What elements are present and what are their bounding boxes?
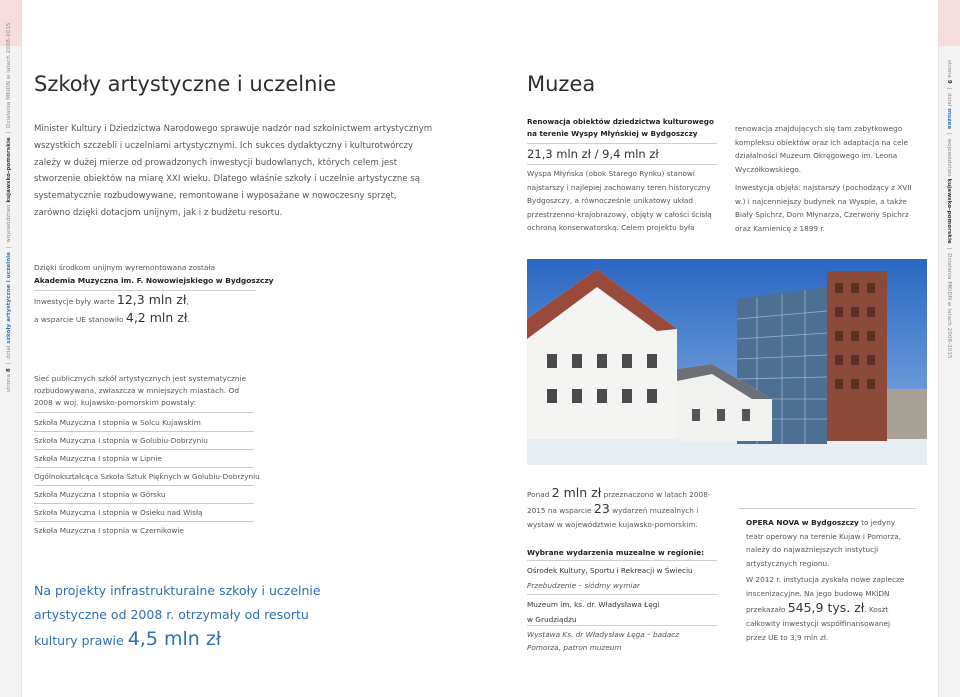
- events-count: 23: [593, 501, 610, 516]
- list-item: Szkoła Muzyczna I stopnia w Solcu Kujawskim: [34, 418, 201, 427]
- list-divider: [34, 412, 254, 413]
- list-item: Szkoła Muzyczna I stopnia w Osieku nad Wisłą: [34, 508, 203, 517]
- events-heading: Wybrane wydarzenia muzealne w regionie:: [527, 548, 705, 557]
- investment-value: 12,3 mln zł: [116, 292, 187, 307]
- left-sidebar-text: strona 8 | dział szkoły artystyczne i uczelnie | województwo kujawsko-pomorskie | Działania MKiDN w latach 2008-2015: [6, 22, 12, 392]
- list-divider: [34, 449, 254, 450]
- summary-quote: [34, 579, 354, 653]
- list-item: Szkoła Muzyczna I stopnia w Górsku: [34, 490, 166, 499]
- divider: [527, 625, 717, 626]
- academy-block: [34, 262, 274, 287]
- eu-label: a wsparcie UE stanowiło: [34, 315, 124, 324]
- renovation-amount: 21,3 mln zł / 9,4 mln zł: [527, 147, 659, 161]
- opera-paragraph: OPERA NOVA w Bydgoszczy to jedyny teatr operowy na terenie Kujaw i Pomorza, należy do najważniejszych instytucji artystycznych regionu.: [746, 518, 902, 568]
- museums-title: Muzea: [527, 72, 596, 96]
- investment-label: Inwestycje były warte: [34, 297, 115, 306]
- event1-title: Przebudzenie – siódmy wymiar: [527, 581, 640, 590]
- renovation-text: Wyspa Młyńska (obok Starego Rynku) stanowi najstarszy i najlepiej zachowany teren historyczny Bydgoszczy, a równocześnie unikatowy układ przestrzenno-krajobrazowy, objęty w całości ścisłą ochroną konserwatorską. Celem projektu była: [527, 169, 712, 232]
- page-title: Szkoły artystyczne i uczelnie: [34, 72, 337, 96]
- intro-paragraph: Minister Kultury i Dziedzictwa Narodowego sprawuje nadzór nad szkolnictwem artystycznym wszystkich szczebli i uczelniami artystycznymi. Ich sukces dydaktyczny i kulturotwórczy zależy w dużej mierze od prowadzonych inwestycji budowlanych, których celem jest stworzenie obiektów na miarę XXI wieku. Dlatego właśnie szkoły i uczelnie artystyczne są systematycznie rozbudowywane, remontowane i wyposażane w nowoczesny sprzęt, zarówno dzięki dotacjom unijnym, jak i z budżetu resortu.: [34, 124, 433, 218]
- list-divider: [34, 485, 254, 486]
- opera-investment: W 2012 r. instytucja zyskała nowe zaplecze inscenizacyjne. Na jego budowę MKiDN przekazało 545,9 tys. zł. Koszt całkowity inwestycji współfinansowanej przez UE to 3,9 mln zł.: [746, 575, 905, 642]
- academy-name: Akademia Muzyczna im. F. Nowowiejskiego w Bydgoszczy: [34, 276, 274, 285]
- event1-organizer: Ośrodek Kultury, Sportu i Rekreacji w Świeciu: [527, 566, 693, 575]
- opera-value: 545,9 tys. zł: [787, 600, 865, 615]
- list-item: Szkoła Muzyczna I stopnia w Golubiu-Dobrzyniu: [34, 436, 208, 445]
- divider: [527, 143, 717, 144]
- divider: [738, 508, 916, 509]
- summary-line: kultury prawie: [34, 633, 124, 648]
- eu-line: a wsparcie UE stanowiło 4,2 mln zł.: [34, 310, 190, 325]
- renovation-scope: Inwestycja objęła: najstarszy (pochodzący z XVII w.) i najcenniejszy budynek na Wyspie, a także Biały Spichrz, Dom Młynarza, Czerwony Spichrz oraz Kamienicę z 1899 r.: [735, 183, 912, 233]
- list-divider: [34, 503, 254, 504]
- summary-line: artystyczne od 2008 r. otrzymały od resortu: [34, 607, 309, 622]
- eu-value: 4,2 mln zł: [125, 310, 188, 325]
- list-divider: [34, 467, 254, 468]
- funding-paragraph: Ponad 2 mln zł przeznaczono w latach 2008-2015 na wsparcie 23 wydarzeń muzealnych i wystaw w województwie kujawsko-pomorskim.: [527, 485, 711, 529]
- network-text: Sieć publicznych szkół artystycznych jest systematycznie rozbudowywana, zwłaszcza w mniejszych miastach. Od 2008 w woj. kujawsko-pomorskim powstały:: [34, 374, 247, 407]
- renovation-heading: Renowacja obiektów dziedzictwa kulturowego na terenie Wyspy Młyńskiej w Bydgoszczy: [527, 117, 714, 138]
- event2-title: Wystawa Ks. dr Władysław Łęga – badacz Pomorza, patron muzeum: [527, 630, 680, 652]
- list-item: Szkoła Muzyczna I stopnia w Lipnie: [34, 454, 162, 463]
- list-divider: [34, 431, 254, 432]
- opera-name: OPERA NOVA w Bydgoszczy: [746, 518, 859, 527]
- divider: [527, 560, 717, 561]
- academy-note: Dzięki środkom unijnym wyremontowana została: [34, 263, 216, 272]
- divider: [34, 290, 256, 291]
- renovation-text-continued: renowacja znajdujących się tam zabytkowego kompleksu obiektów oraz ich adaptacja na cele działalności Muzeum Okręgowego im. Leona Wyczółkowskiego.: [735, 124, 908, 174]
- museum-buildings-photo: [527, 259, 927, 465]
- right-sidebar-text: strona 9 | dział muzea | województwo kujawsko-pomorskie | Działania MKiDN w latach 2008-2015: [946, 60, 952, 359]
- funding-value: 2 mln zł: [551, 485, 602, 500]
- photo-illustration: [527, 259, 927, 465]
- list-divider: [34, 521, 254, 522]
- investment-line: Inwestycje były warte 12,3 mln zł,: [34, 292, 189, 307]
- summary-line: Na projekty infrastrukturalne szkoły i uczelnie: [34, 583, 321, 598]
- list-item: Ogólnokształcąca Szkoła Sztuk Pięknych w Golubiu-Dobrzyniu: [34, 472, 260, 481]
- summary-value: 4,5 mln zł: [127, 628, 222, 650]
- divider: [527, 164, 717, 165]
- right-page-tab: [939, 0, 960, 46]
- list-item: Szkoła Muzyczna I stopnia w Czernikowie: [34, 526, 184, 535]
- event2-organizer: Muzeum im. ks. dr. Władysława Łęgi w Grudziądzu: [527, 600, 660, 624]
- divider: [527, 594, 717, 595]
